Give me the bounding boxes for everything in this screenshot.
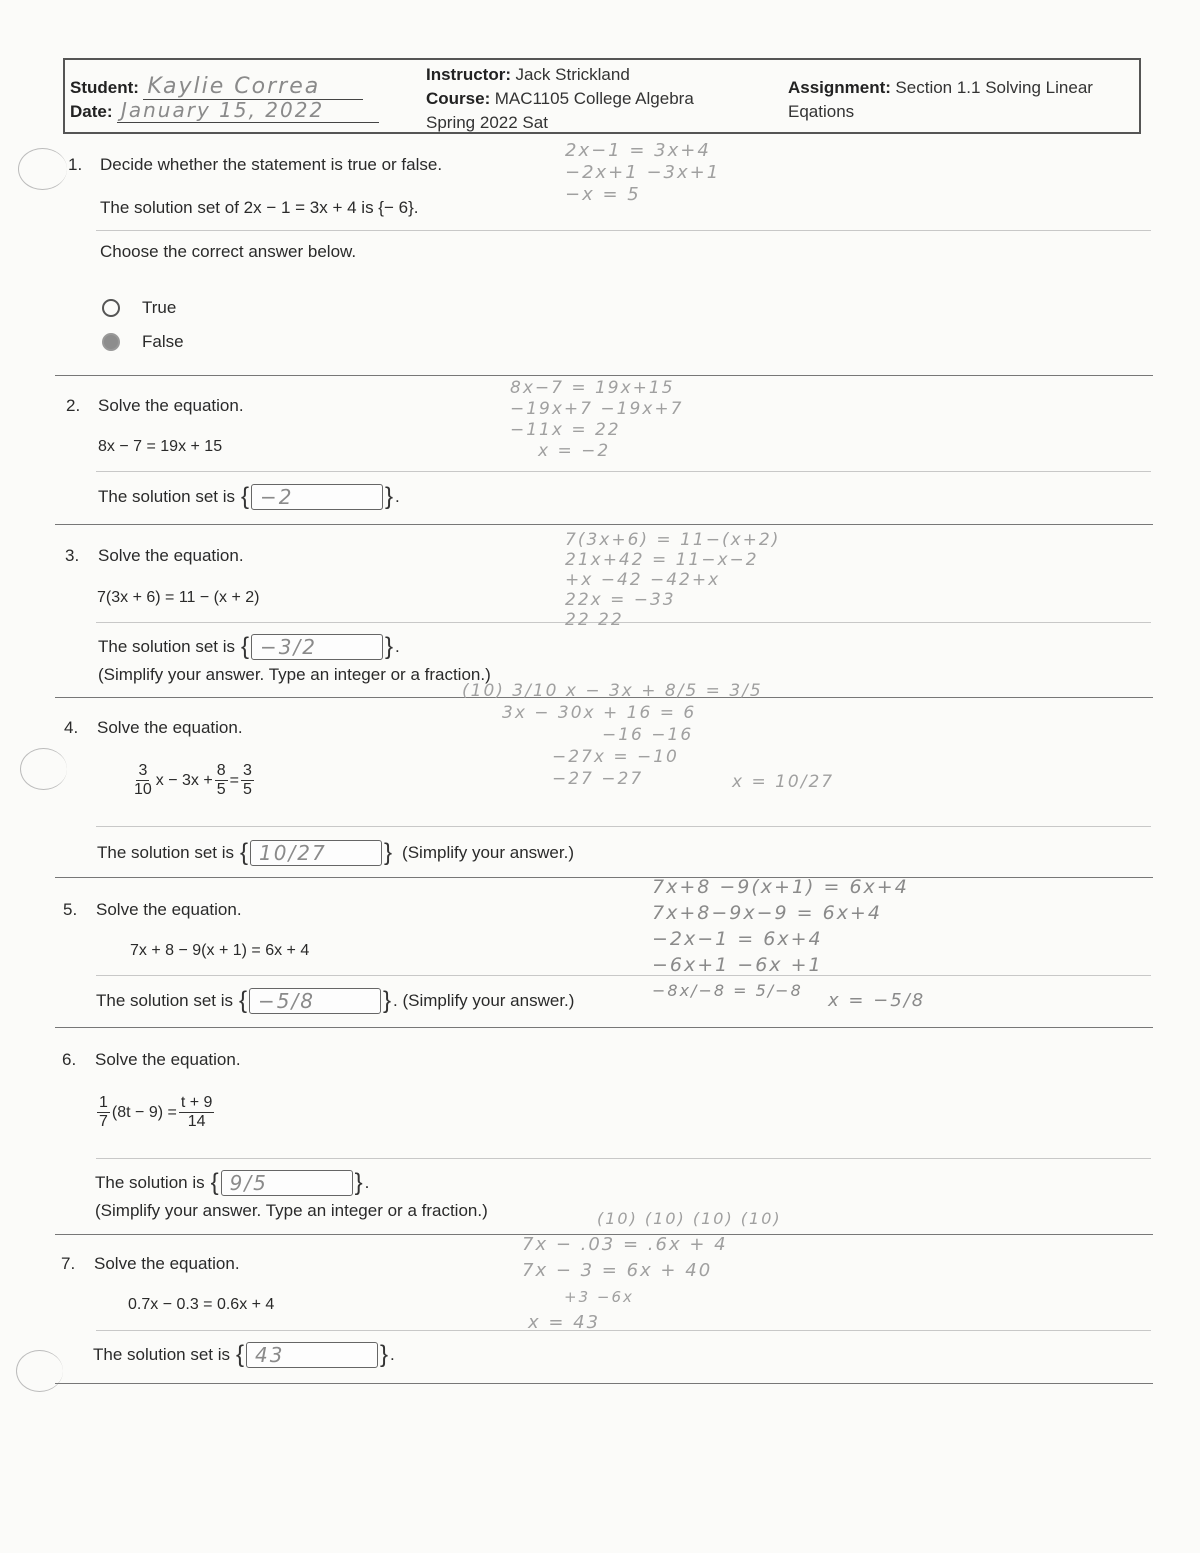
q1-instruction: Choose the correct answer below. — [100, 242, 357, 261]
q4-equation — [130, 762, 256, 799]
q1-divider — [96, 230, 1151, 231]
q1-number: 1. — [68, 155, 83, 174]
q4-divider — [96, 826, 1151, 827]
brace-open: { — [240, 839, 249, 866]
q7-answer-input[interactable]: 43 — [246, 1342, 378, 1368]
q5-work-result: x = −5/8 — [828, 990, 926, 1011]
radio-true[interactable] — [102, 299, 120, 317]
q5-divider — [96, 975, 1151, 976]
brace-open: { — [210, 1169, 219, 1196]
q3-number: 3. — [65, 546, 80, 565]
q2-work-line: 8x−7 = 19x+15 — [510, 378, 675, 398]
q1-option-true[interactable] — [102, 298, 176, 318]
q3-work-line: +x −42 −42+x — [565, 570, 721, 590]
brace-close: } — [385, 483, 394, 510]
q5-work — [652, 874, 909, 1004]
brace-open: { — [241, 633, 250, 660]
q2-divider — [96, 471, 1151, 472]
instructor-value: Jack Strickland — [515, 65, 630, 84]
q4-work-line: −27x = −10 — [552, 747, 679, 767]
q6-answer-input[interactable]: 9/5 — [221, 1170, 353, 1196]
q4-work-line: (10) 3/10 x − 3x + 8/5 = 3/5 — [462, 681, 763, 701]
q5-answer-label: The solution set is — [96, 991, 234, 1010]
q4-frac-a — [132, 762, 154, 799]
q2-work — [510, 378, 683, 462]
q3-equation: 7(3x + 6) = 11 − (x + 2) — [97, 589, 260, 606]
q7-work-line: +3 −6x — [564, 1288, 634, 1306]
frac-den: 10 — [134, 781, 152, 798]
q3-answer-row: The solution set is { −3/2 } . — [98, 633, 400, 660]
assignment-value-1: Section 1.1 Solving Linear — [895, 78, 1093, 97]
brace-close: } — [354, 1169, 363, 1196]
q5-work-line: −2x−1 = 6x+4 — [652, 928, 823, 950]
q1-statement: The solution set of 2x − 1 = 3x + 4 is {− 6}. — [100, 198, 419, 217]
brace-open: { — [236, 1341, 245, 1368]
q4-frac-c — [241, 762, 254, 799]
q3-work-line: 22 22 — [565, 610, 624, 630]
q3-note: (Simplify your answer. Type an integer or a fraction.) — [98, 665, 491, 684]
q6-answer-row: The solution is { 9/5 } . — [95, 1169, 370, 1196]
hole-punch-2 — [20, 748, 67, 790]
q6-answer-label: The solution is — [95, 1173, 205, 1192]
q2-answer-input[interactable]: −2 — [251, 484, 383, 510]
q4-number: 4. — [64, 718, 79, 737]
q5-equation: 7x + 8 − 9(x + 1) = 6x + 4 — [130, 942, 310, 959]
q7-work-line: x = 43 — [528, 1312, 601, 1333]
q1-work-line: 2x−1 = 3x+4 — [565, 140, 711, 161]
brace-close: } — [385, 633, 394, 660]
q4-answer-row — [97, 840, 574, 866]
q1-option-false[interactable] — [102, 332, 184, 352]
q5-note: . (Simplify your answer.) — [393, 991, 575, 1010]
q7-work-line: 7x − 3 = 6x + 40 — [522, 1260, 713, 1281]
q2-equation: 8x − 7 = 19x + 15 — [98, 438, 223, 455]
q2-work-line: x = −2 — [538, 441, 611, 461]
q7-bottom-rule — [55, 1383, 1153, 1384]
q7-prompt: Solve the equation. — [94, 1254, 240, 1273]
assignment-value-2: Eqations — [788, 102, 855, 121]
q2-prompt: Solve the equation. — [98, 396, 244, 415]
q4-prompt: Solve the equation. — [97, 718, 243, 737]
date-value: January 15, 2022 — [117, 98, 379, 123]
student-name: Kaylie Correa — [143, 74, 363, 100]
q7-answer-row: The solution set is { 43 } . — [93, 1341, 395, 1368]
q4-eq-sign: = — [229, 771, 239, 789]
q4-note: (Simplify your answer.) — [402, 843, 574, 862]
q2-answer-label: The solution set is — [98, 487, 236, 506]
assignment-label: Assignment: — [788, 78, 891, 97]
date-label: Date: — [70, 102, 113, 121]
frac-den: 5 — [216, 781, 226, 798]
q5-work-line: −6x+1 −6x +1 — [652, 954, 823, 976]
q2-work-line: −11x = 22 — [510, 420, 621, 440]
q3-work-line: 21x+42 = 11−x−2 — [565, 550, 759, 570]
q4-work — [462, 680, 763, 790]
q3-answer-input[interactable]: −3/2 — [251, 634, 383, 660]
q2-bottom-rule — [55, 524, 1153, 525]
frac-num: 1 — [99, 1094, 108, 1111]
q5-number: 5. — [63, 900, 78, 919]
q1-option-true-label: True — [142, 298, 177, 317]
q6-note: (Simplify your answer. Type an integer or a fraction.) — [95, 1201, 488, 1220]
q7-work — [492, 1206, 782, 1336]
q4-answer-label: The solution set is — [97, 843, 235, 862]
q5-work-line: 7x+8−9x−9 = 6x+4 — [652, 902, 882, 924]
q4-answer-input[interactable]: 10/27 — [250, 840, 382, 866]
q6-equation — [95, 1094, 216, 1131]
q4-work-result: x = 10/27 — [732, 772, 835, 792]
q7-equation: 0.7x − 0.3 = 0.6x + 4 — [128, 1296, 275, 1313]
frac-den: 7 — [99, 1113, 108, 1130]
q7-work-line: 7x − .03 = .6x + 4 — [522, 1234, 728, 1255]
brace-close: } — [380, 1341, 389, 1368]
q5-bottom-rule — [55, 1027, 1153, 1028]
q1-prompt: Decide whether the statement is true or false. — [100, 155, 443, 174]
student-label: Student: — [70, 78, 139, 97]
q7-work-line: (10) (10) (10) (10) — [597, 1209, 782, 1228]
frac-den: 14 — [187, 1113, 206, 1130]
q2-work-line: −19x+7 −19x+7 — [510, 399, 684, 419]
q1-work-line: −x = 5 — [565, 184, 641, 205]
q6-divider — [96, 1158, 1151, 1159]
frac-num: 3 — [242, 762, 252, 779]
brace-open: { — [239, 987, 248, 1014]
frac-den: 5 — [242, 781, 252, 798]
hole-punch-1 — [18, 148, 67, 190]
frac-num: 3 — [138, 762, 148, 779]
student-row — [70, 74, 363, 100]
q4-work-line: −16 −16 — [602, 725, 694, 745]
q2-number: 2. — [66, 396, 81, 415]
q1-option-false-label: False — [142, 332, 184, 351]
q5-prompt: Solve the equation. — [96, 900, 242, 919]
course-info — [426, 63, 694, 134]
hole-punch-3 — [16, 1350, 63, 1392]
course-label: Course: — [426, 89, 491, 108]
q4-work-line: −27 −27 — [552, 769, 644, 789]
frac-num: t + 9 — [180, 1094, 213, 1111]
q2-answer-row: The solution set is { −2 } . — [98, 483, 400, 510]
q3-work-line: 7(3x+6) = 11−(x+2) — [565, 530, 781, 550]
q6-eq-mid: (8t − 9) = — [111, 1103, 177, 1121]
q5-work-line: 7x+8 −9(x+1) = 6x+4 — [652, 876, 909, 898]
q1-bottom-rule — [55, 375, 1153, 376]
q5-answer-input[interactable]: −5/8 — [249, 988, 381, 1014]
q4-work-line: 3x − 30x + 16 = 6 — [502, 703, 697, 723]
instructor-label: Instructor: — [426, 65, 511, 84]
term: Spring 2022 Sat — [426, 113, 548, 132]
brace-close: } — [383, 987, 392, 1014]
q7-answer-label: The solution set is — [93, 1345, 231, 1364]
radio-false-selected[interactable] — [102, 333, 120, 351]
q6-prompt: Solve the equation. — [95, 1050, 241, 1069]
q3-prompt: Solve the equation. — [98, 546, 244, 565]
q6-frac-a — [97, 1094, 110, 1131]
course-value: MAC1105 College Algebra — [494, 89, 694, 108]
q4-frac-b — [215, 762, 228, 799]
q3-work — [565, 530, 780, 630]
q4-eq-mid: x − 3x + — [155, 771, 213, 789]
q1-work — [565, 140, 720, 206]
frac-num: 8 — [216, 762, 226, 779]
brace-close: } — [384, 839, 393, 866]
q5-work-line: −8x/−8 = 5/−8 — [652, 981, 803, 1000]
brace-open: { — [241, 483, 250, 510]
date-row — [70, 98, 379, 123]
q6-frac-b — [179, 1094, 215, 1131]
q3-work-line: 22x = −33 — [565, 590, 676, 610]
q4-bottom-rule — [55, 877, 1153, 878]
assignment-info — [788, 76, 1093, 123]
q6-number: 6. — [62, 1050, 77, 1069]
q1-work-line: −2x+1 −3x+1 — [565, 162, 721, 183]
q3-answer-label: The solution set is — [98, 637, 236, 656]
q5-answer-row — [96, 988, 574, 1014]
q7-number: 7. — [61, 1254, 76, 1273]
